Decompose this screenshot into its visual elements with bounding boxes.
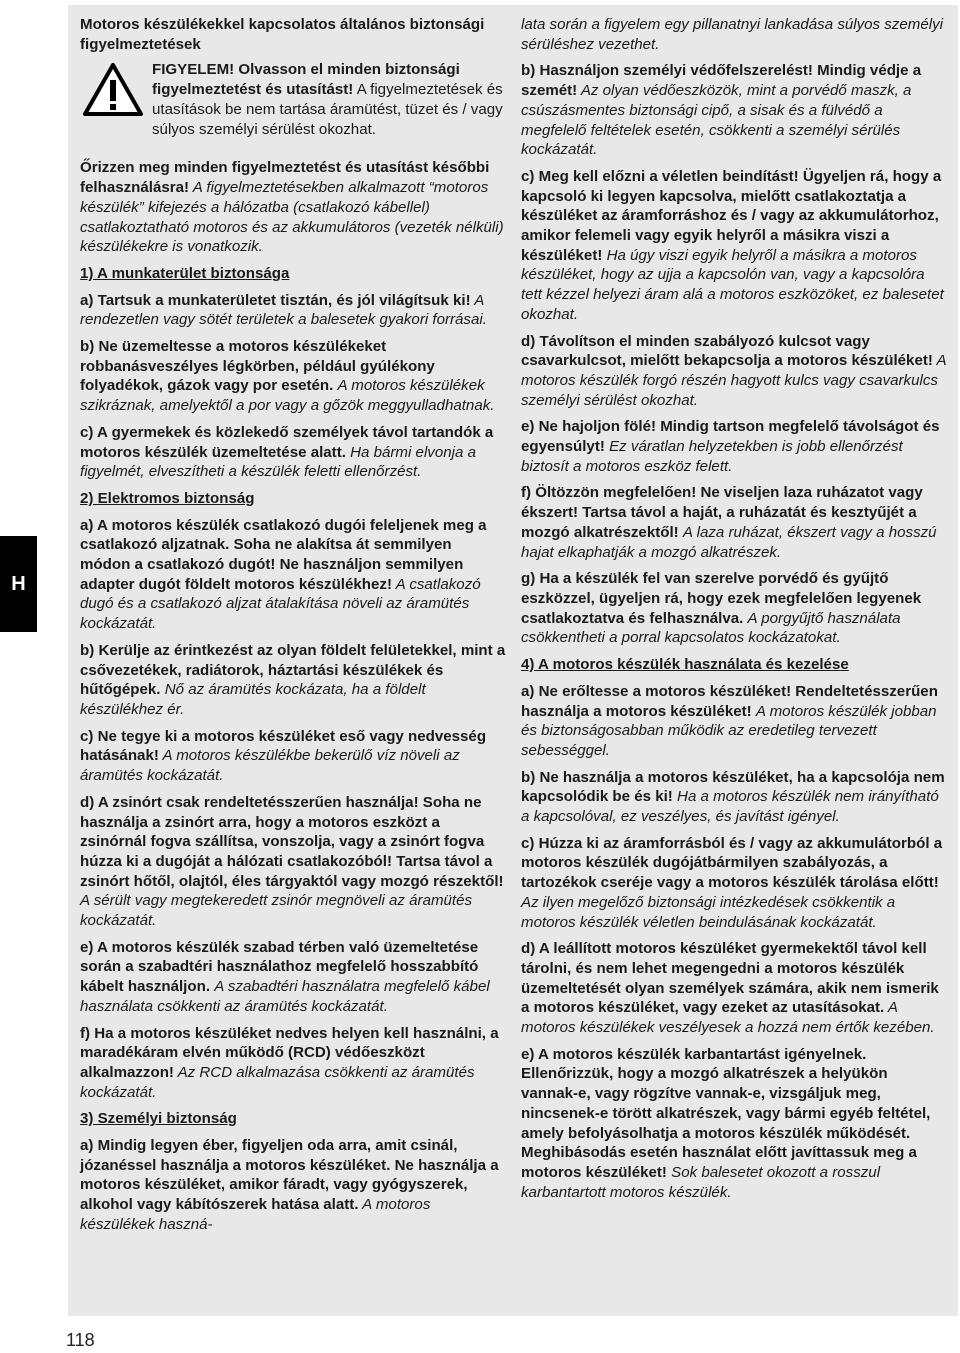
warning-block [80,60,506,152]
rule-3a-continued: lata során a figyelem egy pillanatnyi lankadása súlyos személyi sérüléshez vezethet. [521,16,944,53]
heading-use-and-care: 4) A motoros készülék használata és kezelése [521,656,849,674]
rule-1a: a) Tartsuk a munkaterületet tisztán, és jól világítsuk ki! A rendezetlen vagy sötét területek a balesetek gyakori forrásai. [80,291,487,329]
rule-3a: a) Mindig legyen éber, figyeljen oda arra, amit csinál, józanéssel használja a motoros készüléket. Ne használja a motoros készüléket, amikor fáradt, vagy gyógyszerek, alkohol vagy kábítószerek hatása alatt. A motoros készülékek haszná- [80,1137,499,1233]
rule-3g: g) Ha a készülék fel van szerelve porvédő és gyűjtő eszközzel, ügyeljen rá, hogy ezek megfelelően legyenek csatlakoztatva és felhasználva. A porgyűjtő használata csökkentheti a porral kapcsolatos kockázatokat. [521,570,922,647]
left-column [80,15,506,1242]
rule-4e: e) A motoros készülék karbantartást igényelnek. Ellenőrizzük, hogy a mozgó alkatrészek a helyükön vannak-e, vagy rögzítve vannak-e, vizsgáljuk meg, nincsenek-e törött alkatrészek, vagy bármi egyéb feltétel, amely befolyásolhatja a motoros készülék működését. Meghibásodás esetén használat előtt javíttassuk meg a motoros készüléket! Sok balesetet okozott a rosszul karbantartott motoros készülék. [521,1045,931,1201]
rule-3e: e) Ne hajoljon fölé! Mindig tartson megfelelő távolságot és egyensúlyt! Ez váratlan helyzetekben is jobb ellenőrzést biztosít a motoros eszköz felett. [521,418,940,475]
language-tab-label: H [11,572,26,595]
rule-2d: d) A zsinórt csak rendeltetésszerűen használja! Soha ne használja a zsinórt arra, hogy a motoros eszközt a zsinórnál fogva szállítsa, vonszolja, vagy a zsinórt fogva húzza ki a dugóját a hálózati csatlakozóból! Tartsa távol a zsinórt hőtől, olajtól, éles tárgyaktól vagy mozgó részektől! A sérült vagy megtekeredett zsinór megnöveli az áramütés kockázatát. [80,793,504,930]
rule-2c: c) Ne tegye ki a motoros készüléket eső vagy nedvesség hatásának! A motoros készülékbe bekerülő víz növeli az áramütés kockázatát. [80,727,487,785]
right-column [521,15,947,1209]
warning-triangle-icon [82,62,144,118]
heading-work-area: 1) A munkaterület biztonsága [80,264,290,282]
rule-1c: c) A gyermekek és közlekedő személyek távol tartandók a motoros készülék üzemeltetése alatt. Ha bármi elvonja a figyelmét, elveszítheti a készülék feletti ellenőrzést. [80,423,494,481]
section-title: Motoros készülékekkel kapcsolatos általános biztonsági figyelmeztetések [80,16,485,53]
rule-4d: d) A leállított motoros készüléket gyermekektől távol kell tárolni, és nem lehet megengedni a motoros készülék üzemeltetését olyan személyek számára, akik nem ismerik a motoros készüléket, vagy ezeket az utasításokat. A motoros készülékek veszélyesek a hozzá nem értők kezében. [521,940,939,1037]
rule-2a: a) A motoros készülék csatlakozó dugói feleljenek meg a csatlakozó aljzatnak. Soha ne alakítsa át semmilyen módon a csatlakozó dugót! Ne használjon semmilyen adapter dugót földelt motoros készülékhez! A csatlakozó dugó és a csatlakozó aljzat átalakítása növeli az áramütés kockázatát. [80,516,487,633]
language-tab [0,536,37,632]
rule-4b: b) Ne használja a motoros készüléket, ha a kapcsolója nem kapcsolódik be és ki! Ha a motoros készülék nem irányítható a kapcsolóval, ez veszélyes, és javítást igényel. [521,768,945,826]
content-panel [68,5,958,1316]
rule-4c: c) Húzza ki az áramforrásból és / vagy az akkumulátorból a motoros készülék dugójátbármilyen szabályozás, a tartozékok cseréje vagy a motoros készülék tárolása előtt! Az ilyen megelőző biztonsági intézkedések csökkentik a motoros készülék véletlen beindulásának kockázatát. [521,834,943,931]
warning-text: A figyelmeztetések és utasítások be nem tartása áramütést, tüzet és / vagy súlyos személyi sérülést okozhat. [152,81,503,138]
rule-1b: b) Ne üzemeltesse a motoros készülékeket robbanásveszélyes légkörben, például gyúlékony folyadékok, gázok vagy por esetén. A motoros készülékek szikráznak, amelyektől a por vagy a gőzök meggyulladhatnak. [80,338,495,415]
rule-3d: d) Távolítson el minden szabályozó kulcsot vagy csavarkulcsot, mielőtt bekapcsolja a motoros készüléket! A motoros készülék forgó részén hagyott kulcs vagy csavarkulcs személyi sérülést okozhat. [521,332,947,409]
rule-2f: f) Ha a motoros készüléket nedves helyen kell használni, a maradékáram elvén működő (RCD) védőeszközt alkalmazzon! Az RCD alkalmazása csökkenti az áramütés kockázatát. [80,1024,499,1101]
heading-electrical: 2) Elektromos biztonság [80,489,255,507]
page-number: 118 [66,1330,95,1350]
rule-3b: b) Használjon személyi védőfelszerelést! Mindig védje a szemét! Az olyan védőeszközök, mint a porvédő maszk, a csúszásmentes biztonsági cipő, a sisak és a fülvédő a megfelelő feltételek esetén, csökkenti a személyi sérülés kockázatát. [521,62,922,159]
warning-lead: FIGYELEM! Olvasson el minden biztonsági figyelmeztetést és utasítást! [152,61,460,99]
rule-2e: e) A motoros készülék szabad térben való üzemeltetése során a szabadtéri használathoz megfelelő hosszabbító kábelt használjon. A szabadtéri használatra megfelelő kábel használata csökkenti az áramütés kockázatát. [80,938,490,1015]
rule-2b: b) Kerülje az érintkezést az olyan földelt felületekkel, mint a csővezetékek, radiátorok, háztartási készülékek és hűtőgépek. Nő az áramütés kockázata, ha a földelt készülékhez ér. [80,641,506,718]
keep-instructions: Őrizzen meg minden figyelmeztetést és utasítást későbbi felhasználásra! A figyelmeztetésekben alkalmazott “motoros készülék” kifejezés a hálózatba (csatlakozó kábellel) csatlakoztatható motoros és az akkumulátoros (vezeték nélküli) készülékekre is vonatkozik. [80,159,504,256]
rule-3c: c) Meg kell előzni a véletlen beindítást! Ügyeljen rá, hogy a kapcsoló ki legyen kapcsolva, mielőtt csatlakoztatja a készüléket az áramforráshoz és / vagy az akkumulátorhoz, amikor felemeli vagy egyik helyről a másikra viszi a készüléket! Ha úgy viszi egyik helyről a másikra a motoros készüléket, hogy az ujja a kapcsolón van, vagy a kapcsolóra tett kézzel helyezi áram alá a motoros eszközöket, ez balesetet okozhat. [521,167,944,323]
rule-3f: f) Öltözzön megfelelően! Ne viseljen laza ruházatot vagy ékszert! Tartsa távol a haját, a ruházatát és kesztyűjét a mozgó alkatrészektől! A laza ruházat, ékszert vagy a hosszú hajat elkaphatják a mozgó alkatrészek. [521,484,937,561]
rule-4a: a) Ne erőltesse a motoros készüléket! Rendeltetésszerűen használja a motoros készüléket! A motoros készülék jobban és biztonságosabban működik az eredetileg tervezett sebességgel. [521,682,938,759]
heading-personal: 3) Személyi biztonság [80,1110,237,1128]
